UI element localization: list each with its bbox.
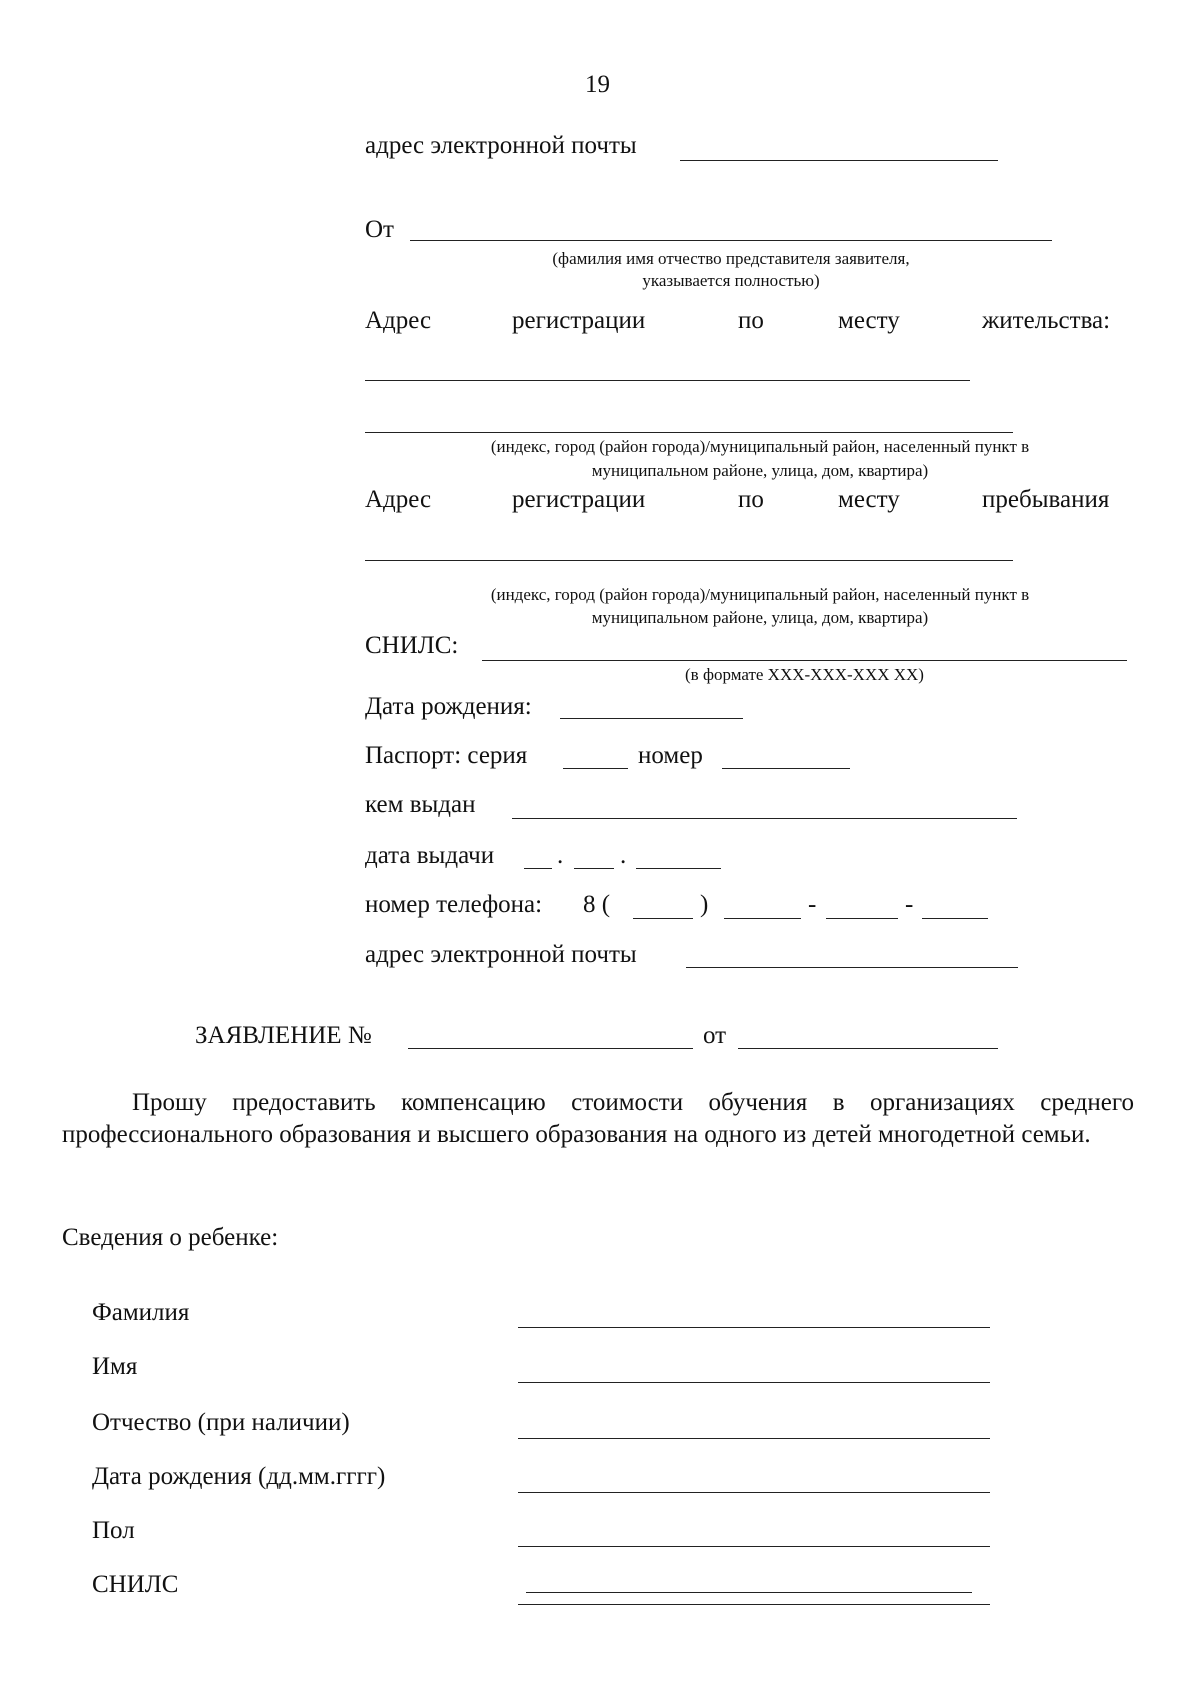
request-paragraph [62,1087,1134,1151]
snils-label: СНИЛС: [365,632,459,659]
reg-residence-hint-2: муниципальном районе, улица, дом, квартира) [591,461,929,480]
child-name-label: Имя [92,1353,138,1380]
snils-field[interactable] [482,660,1127,661]
reg-residence-line-1[interactable] [365,380,970,381]
email-top-field[interactable] [680,160,998,161]
child-birth-date-field[interactable] [518,1492,990,1493]
email-bottom-label: адрес электронной почты [365,941,637,968]
statement-from-word: от [703,1022,727,1049]
email-top-label: адрес электронной почты [365,132,637,159]
phone-close-paren: ) [700,891,709,918]
child-patronymic-field[interactable] [518,1438,990,1439]
reg-stay-hint-2: муниципальном районе, улица, дом, квартира) [591,608,929,627]
issued-by-label: кем выдан [365,791,476,818]
issue-date-day-field[interactable] [524,868,552,869]
reg-stay-hint-1: (индекс, город (район города)/муниципальный район, населенный пункт в [490,585,1030,604]
birth-date-label: Дата рождения: [365,693,532,720]
child-surname-label: Фамилия [92,1299,190,1326]
statement-title: ЗАЯВЛЕНИЕ № [195,1022,372,1049]
child-sex-field[interactable] [518,1546,990,1547]
phone-part-3-field[interactable] [922,918,988,919]
reg-stay-word-3: по [738,486,764,513]
phone-part-1-field[interactable] [724,918,801,919]
passport-series-label: Паспорт: серия [365,742,528,769]
reg-stay-word-5: пребывания [982,486,1110,513]
snils-hint: (в формате XXX-XXX-XXX XX) [685,665,924,684]
issue-date-sep-2: . [620,842,627,869]
child-snils-field-underline [518,1604,990,1605]
reg-stay-word-1: Адрес [365,486,432,513]
phone-label: номер телефона: [365,891,543,918]
child-birth-date-label: Дата рождения (дд.мм.гггг) [92,1463,386,1490]
phone-code-field[interactable] [633,918,693,919]
phone-part-2-field[interactable] [826,918,898,919]
child-surname-field[interactable] [518,1327,990,1328]
phone-prefix: 8 ( [583,891,611,918]
child-info-heading: Сведения о ребенке: [62,1224,279,1251]
birth-date-field[interactable] [560,718,743,719]
request-text: Прошу предоставить компенсацию стоимости обучения в организациях среднего профессионального образования и высшего образования на одного из детей многодетной семьи. [62,1089,1134,1148]
reg-stay-word-2: регистрации [512,486,646,513]
reg-residence-word-2: регистрации [512,307,646,334]
statement-date-field[interactable] [738,1048,998,1049]
reg-stay-word-4: месту [838,486,900,513]
child-snils-label: СНИЛС [92,1571,179,1598]
statement-number-field[interactable] [408,1048,693,1049]
passport-series-field[interactable] [563,768,628,769]
reg-stay-line[interactable] [365,560,1013,561]
representative-name-field[interactable] [410,240,1052,241]
child-name-field[interactable] [518,1382,990,1383]
reg-residence-word-5: жительства: [982,307,1111,334]
child-sex-label: Пол [92,1517,135,1544]
from-label: От [365,216,394,243]
phone-dash-2: - [905,891,914,918]
issue-date-year-field[interactable] [636,868,721,869]
phone-dash-1: - [808,891,817,918]
issued-by-field[interactable] [512,818,1017,819]
issue-date-label: дата выдачи [365,842,495,869]
reg-residence-word-3: по [738,307,764,334]
reg-residence-hint-1: (индекс, город (район города)/муниципальный район, населенный пункт в [490,437,1030,456]
email-bottom-field[interactable] [686,967,1018,968]
rep-name-hint-2: указывается полностью) [642,271,820,290]
issue-date-sep-1: . [557,842,564,869]
reg-residence-line-2[interactable] [365,432,1013,433]
page-number: 19 [585,71,610,98]
child-patronymic-label: Отчество (при наличии) [92,1409,350,1436]
reg-residence-word-4: месту [838,307,900,334]
passport-number-label: номер [638,742,703,769]
issue-date-month-field[interactable] [574,868,614,869]
reg-residence-word-1: Адрес [365,307,432,334]
child-snils-field[interactable] [526,1592,972,1593]
rep-name-hint-1: (фамилия имя отчество представителя заявителя, [552,249,910,268]
passport-number-field[interactable] [722,768,850,769]
